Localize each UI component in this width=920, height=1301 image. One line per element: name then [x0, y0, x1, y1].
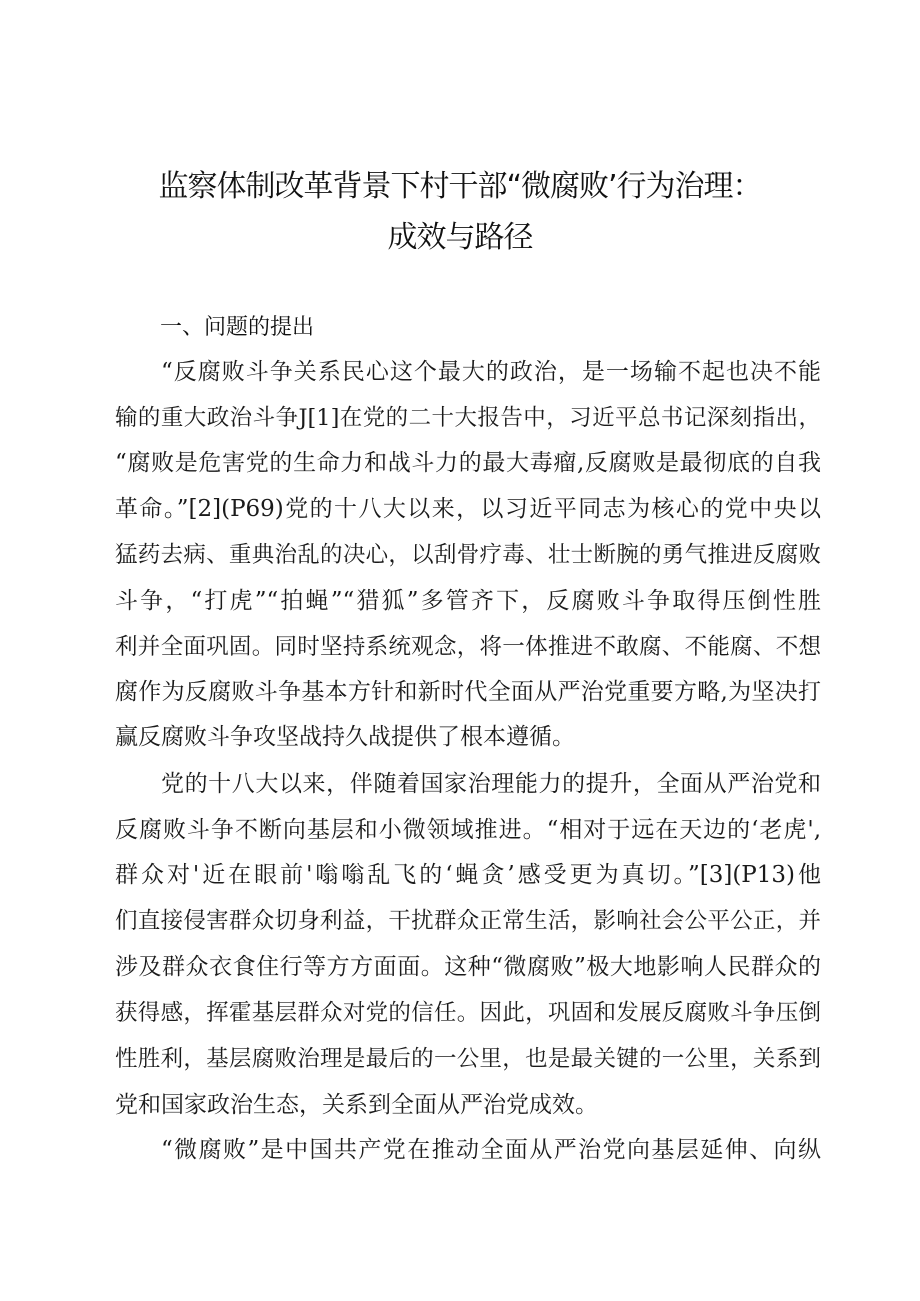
paragraph-line: 猛药去病、重典治乱的决心，以刮骨疗毒、壮士断腕的勇气推进反腐败 — [115, 542, 821, 568]
paragraph-line: 获得感，挥霍基层群众对党的信任。因此，巩固和发展反腐败斗争压倒 — [115, 1000, 821, 1026]
paragraph-line: 们直接侵害群众切身利益，干扰群众正常生活，影响社会公平公正，并 — [115, 908, 821, 934]
paragraph-line: 性胜利，基层腐败治理是最后的一公里，也是最关键的一公里，关系到 — [115, 1046, 821, 1072]
paragraph-line: 输的重大政治斗争J[1]在党的二十大报告中，习近平总书记深刻指出， — [115, 405, 821, 431]
paragraph-line: 涉及群众衣食住行等方方面面。这种“微腐败”极大地影响人民群众的 — [115, 954, 821, 980]
paragraph-line: “微腐败”是中国共产党在推动全面从严治党向基层延伸、向纵 — [161, 1137, 821, 1163]
paragraph-line: 反腐败斗争不断向基层和小微领域推进。“相对于远在天边的‘老虎', — [115, 817, 821, 843]
paragraph-line: 革命。”[2](P69)党的十八大以来，以习近平同志为核心的党中央以 — [115, 496, 821, 522]
paragraph-line: 腐作为反腐败斗争基本方针和新时代全面从严治党重要方略,为坚决打 — [115, 679, 821, 705]
paragraph-line: “反腐败斗争关系民心这个最大的政治，是一场输不起也决不能 — [161, 359, 821, 385]
paragraph-line: 利并全面巩固。同时坚持系统观念，将一体推进不敢腐、不能腐、不想 — [115, 634, 821, 660]
paragraph-line: 党的十八大以来，伴随着国家治理能力的提升，全面从严治党和 — [161, 771, 821, 797]
paragraph-line: “腐败是危害党的生命力和战斗力的最大毒瘤,反腐败是最彻底的自我 — [115, 450, 821, 476]
section-heading: 一、问题的提出 — [160, 315, 315, 340]
paragraph-line: 赢反腐败斗争攻坚战持久战提供了根本遵循。 — [115, 724, 575, 750]
document-title-continued: 成效与路径 — [387, 220, 533, 255]
paragraph-line: 斗争，“打虎”“拍蝇”“猎狐”多管齐下，反腐败斗争取得压倒性胜 — [115, 588, 821, 614]
paragraph-line: 党和国家政治生态，关系到全面从严治党成效。 — [115, 1092, 598, 1118]
paragraph-line: 群众对'近在眼前'嗡嗡乱飞的‘蝇贪’感受更为真切。”[3](P13)他 — [115, 862, 821, 888]
document-title: 监察体制改革背景下村干部“微腐败’行为治理： — [158, 169, 762, 204]
